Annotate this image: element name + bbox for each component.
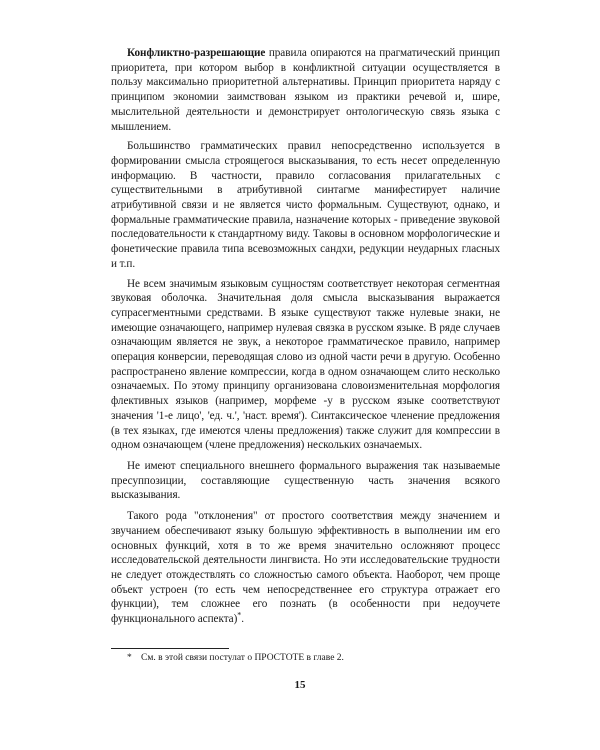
footnote-divider [111, 648, 229, 649]
footnote [111, 652, 500, 664]
lead-term: Конфликтно-разрешающие [127, 47, 266, 59]
paragraph-5-text: Такого рода "отклонения" от простого соответствия между значением и звучанием обеспечивают языку большую эффективность в выполнении им его основных функций, хотя в то же время значительно осложняют процесс исследовательской деятельности лингвиста. Но эти исследовательские трудности не следует отождествлять со сложностью самого объекта. Наоборот, чем проще объект устроен (то есть чем непосредственнее его структура отражает его функции), тем сложнее его познать (в особенности при недоучете функционального аспекта) [111, 510, 500, 626]
paragraph-5-tail: . [241, 613, 244, 626]
paragraph-3 [111, 277, 500, 453]
paragraph-2 [111, 139, 500, 271]
paragraph-4 [111, 459, 500, 503]
footnote-text: См. в этой связи постулат о ПРОСТОТЕ в главе 2. [141, 653, 344, 663]
body-text [111, 46, 500, 633]
paragraph-3-text: Не всем значимым языковым сущностям соответствует некоторая сегментная звуковая оболочка. Значительная доля смысла высказывания выражается супрасегментными средствами. В языке существуют также нулевые знаки, не имеющие означающего, например нулевая связка в русском языке. В ряде случаев означающим является не звук, а некоторое грамматическое правило, например операция конверсии, переводящая слово из одной части речи в другую. Особенно распространено явление компрессии, когда в одном означающем слито несколько означаемых. По этому принципу организована словоизменительная морфология флективных языков (например, морфеме -у в русском языке соответствуют значения '1-е лицо', 'ед. ч.', 'наст. время'). Синтаксическое членение предложения (в тех языках, где имеются члены предложения) также служит для компрессии в одном означающем (члене предложения) нескольких означаемых. [111, 277, 500, 452]
paragraph-1 [111, 46, 500, 134]
paragraph-5 [111, 509, 500, 627]
paragraph-1-text: правила опираются на прагматический принцип приоритета, при котором выбор в конфликтной ситуации осуществляется в пользу максимально приоритетной альтернативы. Принцип приоритета наряду с принципом экономии заимствован языком из практики речевой и, шире, мыслительной деятельности и демонстрирует онтологическую связь языка с мышлением. [111, 47, 500, 133]
footnote-marker: * [127, 653, 132, 663]
footnote-reference[interactable]: * [237, 610, 242, 620]
page-number: 15 [294, 679, 306, 691]
paragraph-4-text: Не имеют специального внешнего формального выражения так называемые пресуппозиции, составляющие существенную часть значения всякого высказывания. [111, 459, 500, 502]
paragraph-2-text: Большинство грамматических правил непосредственно используется в формировании смысла строящегося высказывания, то есть несет определенную информацию. В частности, правило согласования прилагательных с существительными в атрибутивной синтагме манифестирует наличие атрибутивной связи и не является чисто формальным. Существуют, однако, и формальные грамматические правила, назначение которых - приведение звуковой последовательности к стандартному виду. Таковы в основном морфологические и фонетические правила типа всевозможных сандхи, редукции неударных гласных и т.п. [111, 140, 500, 270]
